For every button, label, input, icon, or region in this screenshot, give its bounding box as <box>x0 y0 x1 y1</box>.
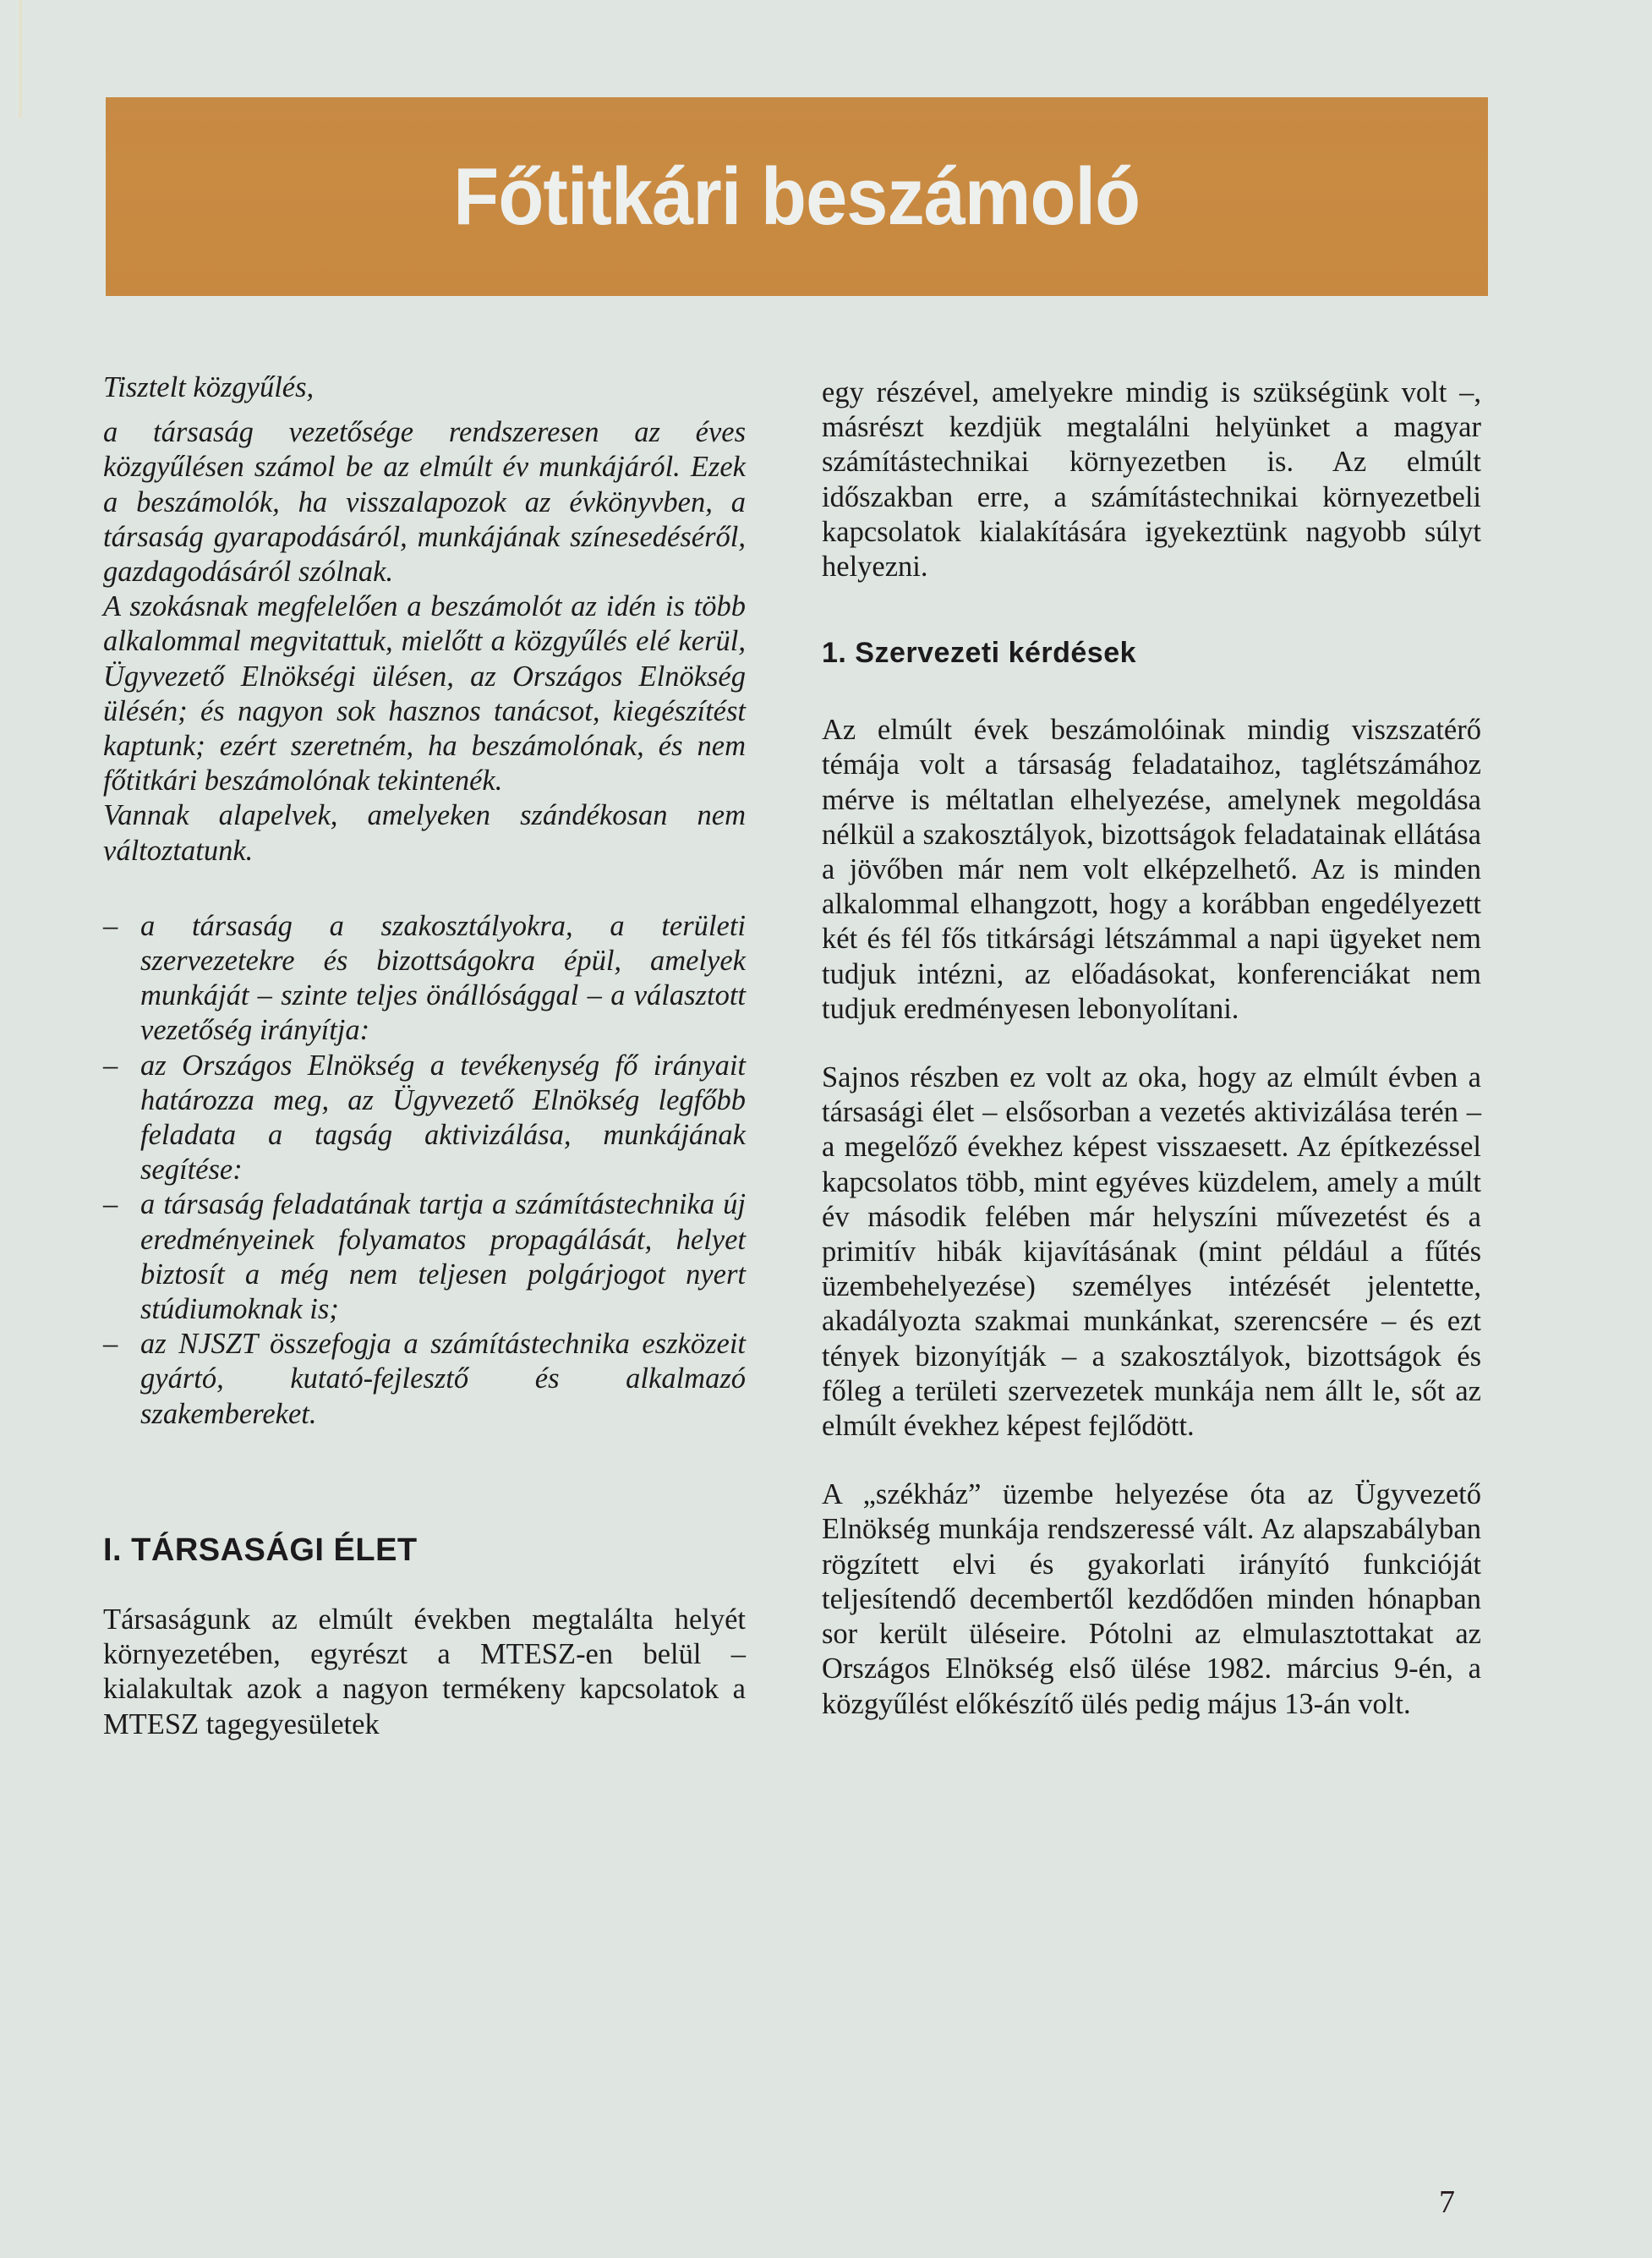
continuation-paragraph: egy részével, amelyekre mindig is szükségünk volt –, másrészt kezdjük megtalálni helyünket a magyar számítástechnikai környezetben is. Az elmúlt időszakban erre, a számítástechnikai környezetbeli kapcsolatok kialakítására igyekeztünk nagyobb súlyt helyezni. <box>822 376 1481 584</box>
list-item-text: a társaság a szakosztályokra, a területi szervezetekre és bizottságokra épül, amelyek munkáját – szinte teljes önállósággal – a választott vezetőség irányítja: <box>140 909 746 1047</box>
principles-list <box>103 909 746 1432</box>
list-item-text: az NJSZT összefogja a számítástechnika eszközeit gyártó, kutató-fejlesztő és alkalmazó szakembereket. <box>140 1328 746 1430</box>
intro-paragraph: A szokásnak megfelelően a beszámolót az idén is több alkalommal megvitattuk, mielőtt a közgyűlés elé kerül, Ügyvezető Elnökségi ülésen, az Országos Elnökség ülésén; és nagyon sok hasznos tanácsot, kiegészítést kaptunk; ezért szeretném, ha beszámolónak, és nem főtitkári beszámolónak tekintenék. <box>103 590 746 797</box>
title-band <box>106 97 1488 296</box>
list-item <box>103 1187 746 1327</box>
body-paragraph: Az elmúlt évek beszámolóinak mindig viszszatérő témája volt a társaság feladataihoz, taglétszámához mérve is méltatlan elhelyezése, amelynek megoldása nélkül a szakosztályok, bizottságok feladatainak ellátása a jövőben már nem volt elképzelhető. Az is minden alkalommal elhangzott, hogy a korábban engedélyezett két és fél fős titkársági létszámmal a napi ügyeket nem tudjuk intézni, az előadásokat, konferenciákat nem tudjuk eredményesen lebonyolítani. <box>822 714 1481 1025</box>
list-item <box>103 1327 746 1432</box>
page-edge <box>19 0 22 118</box>
section-paragraph: Társaságunk az elmúlt években megtalálta helyét környezetében, egyrészt a MTESZ-en belül – kialakultak azok a nagyon termékeny kapcsolatok a MTESZ tagegyesületek <box>103 1603 746 1740</box>
body-paragraph: A „székház” üzembe helyezése óta az Ügyvezető Elnökség munkája rendszeressé vált. Az alapszabályban rögzített elvi és gyakorlati irányító funkcióját teljesítendő decembertől kezdődően minden hónapban sor került üléseire. Pótolni az elmulasztottakat az Országos Elnökség első ülése 1982. március 9-én, a közgyűlést előkészítő ülés pedig május 13-án volt. <box>822 1478 1481 1720</box>
list-item-text: a társaság feladatának tartja a számítástechnika új eredményeinek folyamatos propagálását, helyet biztosít a még nem teljesen polgárjogot nyert stúdiumoknak is; <box>140 1188 746 1326</box>
body-paragraph: Sajnos részben ez volt az oka, hogy az elmúlt évben a társasági élet – elsősorban a vezetés aktivizálása terén – a megelőző évekhez képest visszaesett. Az építkezéssel kapcsolatos több, mint egyéves küzdelem, amely a múlt év második felében már helyszíni művezetést és a primitív hibák kijavításának (mint például a fűtés üzembehelyezése) személyes intézését jelentette, akadályozta szakmai munkánkat, szerencsére – és ezt tények bizonyítják – a szakosztályok, bizottságok és főleg a területi szervezetek munkája nem állt le, sőt az elmúlt évekhez képest fejlődött. <box>822 1061 1481 1443</box>
intro-paragraph: Vannak alapelvek, amelyeken szándékosan nem változtatunk. <box>103 799 746 867</box>
right-column <box>822 370 1481 1722</box>
page-number: 7 <box>1439 2184 1455 2220</box>
page-title: Főtitkári beszámoló <box>453 151 1141 242</box>
dash-bullet: – <box>103 1328 118 1361</box>
dash-bullet: – <box>103 1188 118 1221</box>
list-item <box>103 1049 746 1188</box>
dash-bullet: – <box>103 909 118 942</box>
subheading: 1. Szervezeti kérdések <box>822 637 1137 670</box>
dash-bullet: – <box>103 1049 118 1082</box>
section-heading: I. TÁRSASÁGI ÉLET <box>103 1532 418 1568</box>
left-column <box>103 370 746 1742</box>
list-item-text: az Országos Elnökség a tevékenység fő irányait határozza meg, az Ügyvezető Elnökség legfőbb feladata a tagság aktivizálása, munkájának segítése: <box>140 1049 746 1187</box>
salutation: Tisztelt közgyűlés, <box>103 371 315 403</box>
intro-paragraph: a társaság vezetősége rendszeresen az éves közgyűlésen számol be az elmúlt év munkájáról. Ezek a beszámolók, ha visszalapozok az évkönyvben, a társaság gyarapodásáról, munkájának színesedéséről, gazdagodásáról szólnak. <box>103 416 746 589</box>
list-item <box>103 909 746 1049</box>
